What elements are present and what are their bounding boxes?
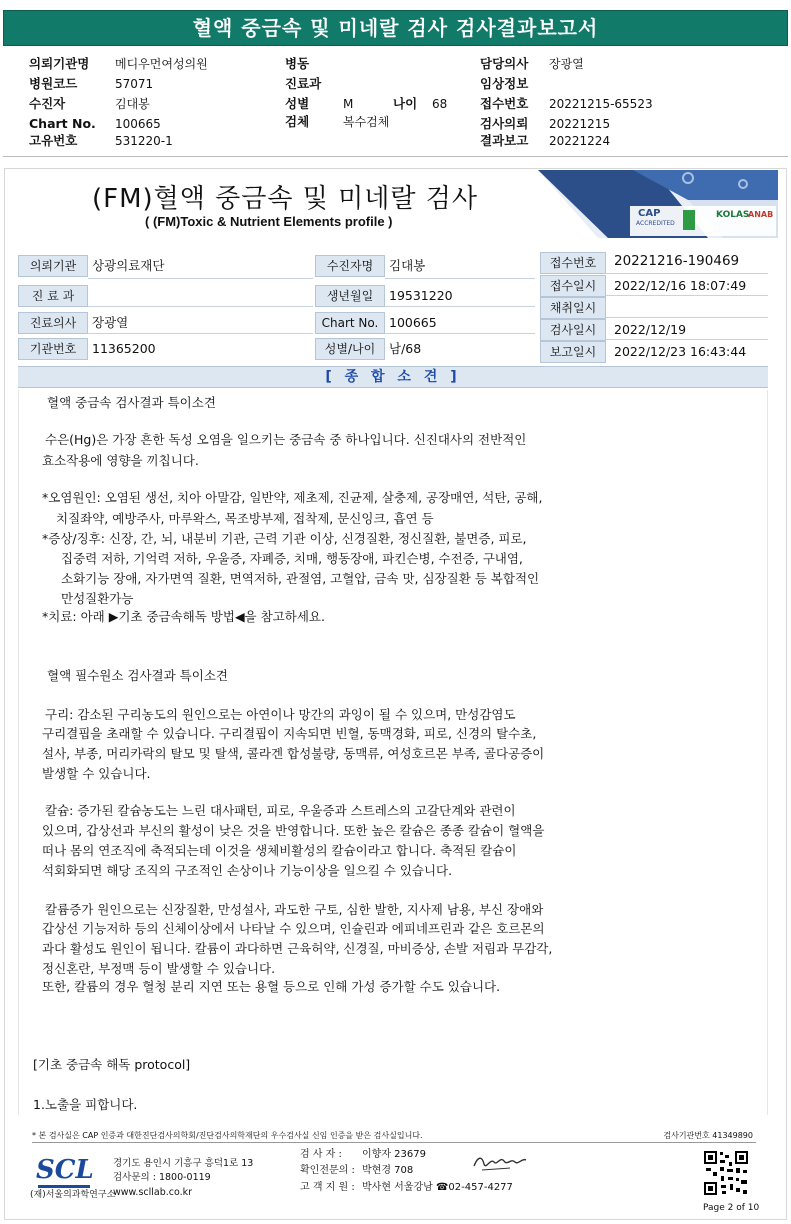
info-doctor-value: 장광열	[92, 315, 129, 330]
anab-logo: ANAB	[748, 210, 774, 219]
info-patient-label: 수진자명	[315, 255, 385, 277]
accno-label: 접수번호	[540, 252, 606, 274]
sexage-value: 남/68	[389, 341, 422, 356]
summary-line: 혈액 중금속 검사결과 특이소견	[47, 395, 216, 410]
inst-no-value: 11365200	[92, 341, 156, 356]
report-time-value: 2022/12/23 16:43:44	[614, 344, 747, 359]
accno-value: 20221216-190469	[614, 253, 740, 269]
accdate-value: 2022/12/16 18:07:49	[614, 278, 747, 293]
info-row-line	[606, 339, 768, 340]
info-row-line	[606, 295, 768, 296]
org-label: 의뢰기관	[18, 255, 88, 277]
footer-divider	[32, 1142, 756, 1143]
info-row-line	[88, 333, 313, 334]
institution-label: 의뢰기관명	[29, 56, 90, 71]
patient-value: 김대봉	[115, 97, 150, 111]
summary-line: 집중력 저하, 기억력 저하, 우울증, 자폐증, 치매, 행동장애, 파킨슨병, 수전증, 구내염,	[61, 551, 523, 566]
summary-line: 효소작용에 영향을 끼칩니다.	[42, 453, 199, 468]
kfqc-logo-icon	[683, 210, 695, 230]
specialist-label: 확인전문의 :	[300, 1165, 355, 1176]
unique-label: 고유번호	[29, 133, 78, 148]
birth-value: 19531220	[389, 288, 453, 303]
summary-line: 소화기능 장애, 자가면역 질환, 면역저하, 관절염, 고혈압, 금속 맛, 심장질환 등 복합적인	[61, 571, 540, 586]
info-doctor-label: 진료의사	[18, 312, 88, 334]
summary-line: 석회화되면 해당 조직의 구조적인 손상이나 기능이상을 일으킬 수 있습니다.	[42, 863, 453, 878]
info-row-line	[385, 306, 535, 307]
chart-label: Chart No.	[29, 116, 96, 131]
specimen-value: 복수검체	[343, 115, 390, 129]
request-label: 검사의뢰	[480, 116, 529, 131]
unique-value: 531220-1	[115, 134, 173, 148]
summary-line: 구리결핍을 초래할 수 있습니다. 구리결핍이 지속되면 빈혈, 동맥경화, 피로, 신경의 탈수초,	[42, 726, 537, 741]
doctor-label: 담당의사	[480, 56, 529, 71]
lab-website[interactable]: www.scllab.co.kr	[113, 1187, 193, 1198]
chart-value: 100665	[115, 117, 161, 131]
decoration-graphic	[538, 170, 778, 238]
signature-image	[470, 1152, 530, 1176]
summary-line: 갑상선 기능저하 등의 신체이상에서 나타날 수 있으며, 인슐린과 에피네프린과 같은 호르몬의	[42, 921, 545, 936]
sex-value: M	[343, 97, 354, 111]
scl-logo-sub: (재)서울의과학연구소	[30, 1190, 116, 1200]
summary-line: 혈액 필수원소 검사결과 특이소견	[47, 668, 228, 683]
summary-line: *증상/징후: 신장, 간, 뇌, 내분비 기관, 근력 기관 이상, 신경질환, 정신질환, 불면증, 피로,	[42, 531, 527, 546]
org-value: 상광의료재단	[92, 258, 165, 273]
sexage-label: 성별/나이	[315, 338, 385, 360]
hospital-code-value: 57071	[115, 77, 154, 91]
dept-label: 진료과	[285, 76, 322, 91]
info-row-line	[385, 278, 535, 279]
summary-line: 수은(Hg)은 가장 흔한 독성 오염을 일으키는 중금속 중 하나입니다. 신진대사의 전반적인	[45, 432, 527, 447]
support-label: 고 객 지 원 :	[300, 1182, 355, 1193]
summary-line: 또한, 칼륨의 경우 혈청 분리 지연 또는 용혈 등으로 인해 가성 증가할 수도 있습니다.	[42, 979, 501, 994]
agency-number: 검사기관번호 41349890	[663, 1131, 753, 1140]
header-decoration	[538, 170, 778, 238]
summary-line: *오염원인: 오염된 생선, 치아 아말감, 일반약, 제초제, 진균제, 살충제, 공장매연, 석탄, 공해,	[42, 490, 543, 505]
doctor-value: 장광열	[549, 57, 584, 71]
info-row-line	[88, 278, 313, 279]
request-value: 20221215	[549, 117, 611, 131]
info-chart-label: Chart No.	[315, 312, 385, 334]
summary-line: 과다 활성도 원인이 됩니다. 칼륨이 과다하면 근육허약, 신경질, 마비증상, 손발 저림과 무감각,	[42, 941, 553, 956]
report-date-label: 결과보고	[480, 133, 529, 148]
support-value: 박사현 서울강남 ☎02-457-4277	[362, 1182, 513, 1193]
report-title: (FM)혈액 중금속 및 미네랄 검사	[92, 184, 479, 214]
report-time-label: 보고일시	[540, 341, 606, 363]
hospital-code-label: 병원코드	[29, 76, 78, 91]
report-date-value: 20221224	[549, 134, 611, 148]
info-row-line	[88, 306, 313, 307]
info-row-line	[606, 317, 768, 318]
test-date-label: 검사일시	[540, 319, 606, 341]
summary-line: 칼슘: 증가된 칼슘농도는 느린 대사패턴, 피로, 우울증과 스트레스의 고갈단계와 관련이	[45, 803, 516, 818]
clinical-label: 임상정보	[480, 76, 529, 91]
inst-no-label: 기관번호	[18, 338, 88, 360]
cap-logo-sub: ACCREDITED	[636, 220, 675, 227]
info-chart-value: 100665	[389, 315, 437, 330]
examiner-label: 검 사 자 :	[300, 1149, 342, 1160]
qr-code-icon	[703, 1150, 749, 1196]
specialist-value: 박현경 708	[362, 1165, 414, 1176]
info-dept-label: 진 료 과	[18, 285, 88, 307]
summary-line: 칼륨증가 원인으로는 신장질환, 만성설사, 과도한 구토, 심한 발한, 지사제 남용, 부신 장애와	[45, 902, 544, 917]
summary-line: 만성질환가능	[61, 591, 134, 606]
lab-phone: 검사문의 : 1800-0119	[113, 1172, 211, 1183]
lab-address: 경기도 용인시 기흥구 흥덕1로 13	[113, 1158, 254, 1169]
patient-label: 수진자	[29, 96, 66, 111]
cap-logo: CAP	[638, 208, 661, 219]
accdate-label: 접수일시	[540, 275, 606, 297]
age-value: 68	[432, 97, 448, 111]
scl-logo-underline	[38, 1185, 90, 1188]
sex-label: 성별	[285, 96, 310, 111]
protocol-step: 1.노출을 피합니다.	[33, 1097, 138, 1112]
header-divider	[3, 156, 788, 157]
kolas-logo: KOLAS	[716, 210, 750, 220]
summary-line: 설사, 부종, 머리카락의 탈모 및 탈색, 콜라겐 합성불량, 동맥류, 여성호르몬 부족, 골다공증이	[42, 746, 545, 761]
info-row-line	[606, 273, 768, 274]
page-number: Page 2 of 10	[703, 1203, 760, 1213]
summary-line: 치질좌약, 예방주사, 마루왁스, 목조방부제, 접착제, 문신잉크, 흡연 등	[56, 511, 434, 526]
report-subtitle: ( (FM)Toxic & Nutrient Elements profile )	[145, 214, 393, 229]
summary-title: [ 종 합 소 견 ]	[18, 366, 768, 388]
ward-label: 병동	[285, 56, 310, 71]
info-patient-value: 김대봉	[389, 258, 426, 273]
report-banner-title: 혈액 중금속 및 미네랄 검사 검사결과보고서	[3, 10, 788, 46]
summary-line: 떠나 몸의 연조직에 축적되는데 이것을 생체비활성의 칼슘이라고 합니다. 축적된 칼슘이	[42, 843, 517, 858]
birth-label: 생년월일	[315, 285, 385, 307]
specimen-label: 검체	[285, 114, 310, 129]
summary-line: 구리: 감소된 구리농도의 원인으로는 아연이나 망간의 과잉이 될 수 있으며, 만성감염도	[45, 707, 516, 722]
receipt-label: 접수번호	[480, 96, 529, 111]
examiner-value: 이향자 23679	[362, 1149, 426, 1160]
summary-line: 정신혼란, 부정맥 등이 발생할 수 있습니다.	[42, 961, 276, 976]
scl-logo: SCL	[36, 1155, 94, 1185]
age-label: 나이	[393, 96, 418, 111]
test-date-value: 2022/12/19	[614, 322, 687, 337]
summary-line: 발생할 수 있습니다.	[42, 766, 151, 781]
summary-line: 있으며, 갑상선과 부신의 활성이 낮은 것을 반영합니다. 또한 높은 칼슘은 종종 칼슘이 혈액을	[42, 823, 545, 838]
collect-label: 채취일시	[540, 297, 606, 319]
institution-value: 메디우먼여성의원	[115, 57, 208, 71]
protocol-heading: [기초 중금속 해독 protocol]	[33, 1057, 191, 1072]
accreditation-note: * 본 검사실은 CAP 인증과 대한진단검사의학회/진단검사의학재단의 우수검사실 신임 인증을 받은 검사실입니다.	[32, 1131, 423, 1140]
receipt-value: 20221215-65523	[549, 97, 653, 111]
summary-line: *치료: 아래 ▶기초 중금속해독 방법◀을 참고하세요.	[42, 609, 325, 624]
info-row-line	[385, 333, 535, 334]
